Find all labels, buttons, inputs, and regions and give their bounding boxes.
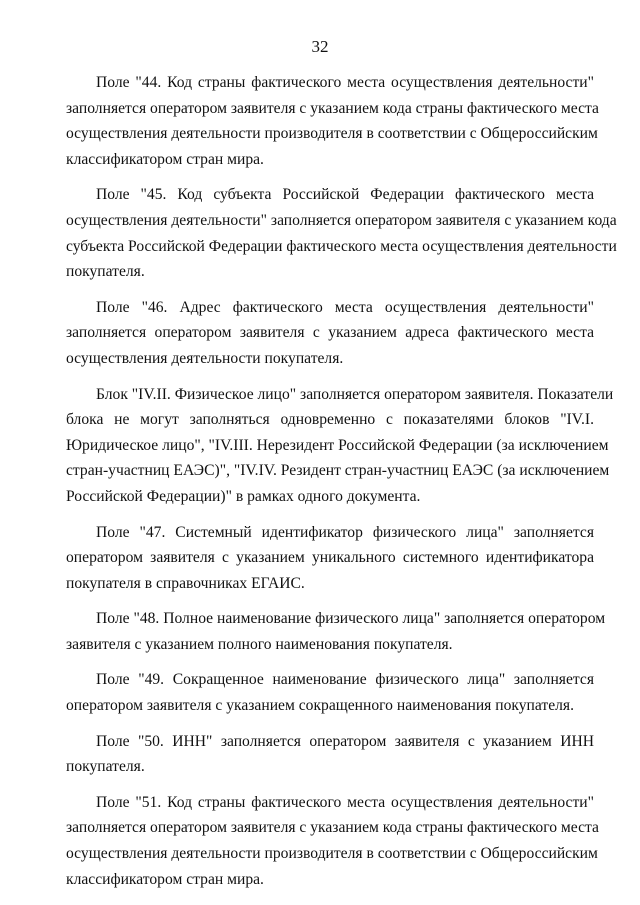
paragraph — [66, 295, 594, 372]
paragraph-line: осуществления деятельности производителя в соответствии с Общероссийским — [66, 845, 598, 863]
paragraph-line: Юридическое лицо", "IV.III. Нерезидент Российской Федерации (за исключением — [66, 436, 609, 454]
paragraph-line: заполняется оператором заявителя с указанием кода страны фактического места — [66, 819, 599, 837]
paragraph-line: классификатором стран мира. — [66, 150, 264, 168]
paragraph-line: Российской Федерации)" в рамках одного документа. — [66, 487, 421, 505]
paragraph-line: заполняется оператором заявителя с указанием адреса фактического места — [66, 324, 594, 342]
paragraph-line: покупателя. — [66, 758, 145, 776]
paragraph-line: Поле "50. ИНН" заполняется оператором заявителя с указанием ИНН — [96, 732, 594, 750]
paragraph-line: осуществления деятельности покупателя. — [66, 349, 344, 367]
paragraph-line: оператором заявителя с указанием сокращенного наименования покупателя. — [66, 697, 574, 715]
paragraph-line: субъекта Российской Федерации фактического места осуществления деятельности — [66, 237, 617, 255]
paragraph-line: осуществления деятельности" заполняется оператором заявителя с указанием кода — [66, 211, 617, 229]
paragraph-line: Поле "47. Системный идентификатор физического лица" заполняется — [96, 523, 594, 541]
paragraph — [66, 70, 599, 172]
paragraph — [66, 729, 594, 780]
paragraph-line: покупателя в справочниках ЕГАИС. — [66, 574, 305, 592]
paragraph-line: блока не могут заполняться одновременно с показателями блоков "IV.I. — [66, 411, 594, 429]
paragraph-line: осуществления деятельности производителя в соответствии с Общероссийским — [66, 125, 598, 143]
paragraph — [66, 667, 594, 718]
paragraph-line: Блок "IV.II. Физическое лицо" заполняется оператором заявителя. Показатели — [96, 385, 614, 403]
paragraph-line: заявителя с указанием полного наименования покупателя. — [66, 635, 453, 653]
paragraph-line: оператором заявителя с указанием уникального системного идентификатора — [66, 549, 594, 567]
paragraph — [66, 606, 606, 657]
paragraph-line: покупателя. — [66, 263, 145, 281]
page-number: 32 — [311, 37, 329, 56]
paragraph-line: заполняется оператором заявителя с указанием кода страны фактического места — [66, 99, 599, 117]
paragraph-line: Поле "48. Полное наименование физического лица" заполняется оператором — [96, 610, 606, 628]
paragraph — [66, 382, 614, 510]
paragraph-line: Поле "45. Код субъекта Российской Федерации фактического места — [96, 186, 594, 204]
paragraph — [66, 182, 617, 284]
paragraph — [66, 520, 594, 597]
paragraph-line: стран-участниц ЕАЭС)", "IV.IV. Резидент стран-участниц ЕАЭС (за исключением — [66, 462, 610, 480]
document-body — [66, 70, 617, 902]
paragraph-line: Поле "46. Адрес фактического места осуществления деятельности" — [96, 298, 594, 316]
paragraph-line: Поле "49. Сокращенное наименование физического лица" заполняется — [96, 671, 594, 689]
paragraph-line: Поле "44. Код страны фактического места осуществления деятельности" — [96, 74, 594, 91]
paragraph-line: Поле "51. Код страны фактического места осуществления деятельности" — [96, 793, 594, 811]
paragraph — [66, 790, 599, 892]
paragraph-line: классификатором стран мира. — [66, 870, 264, 888]
